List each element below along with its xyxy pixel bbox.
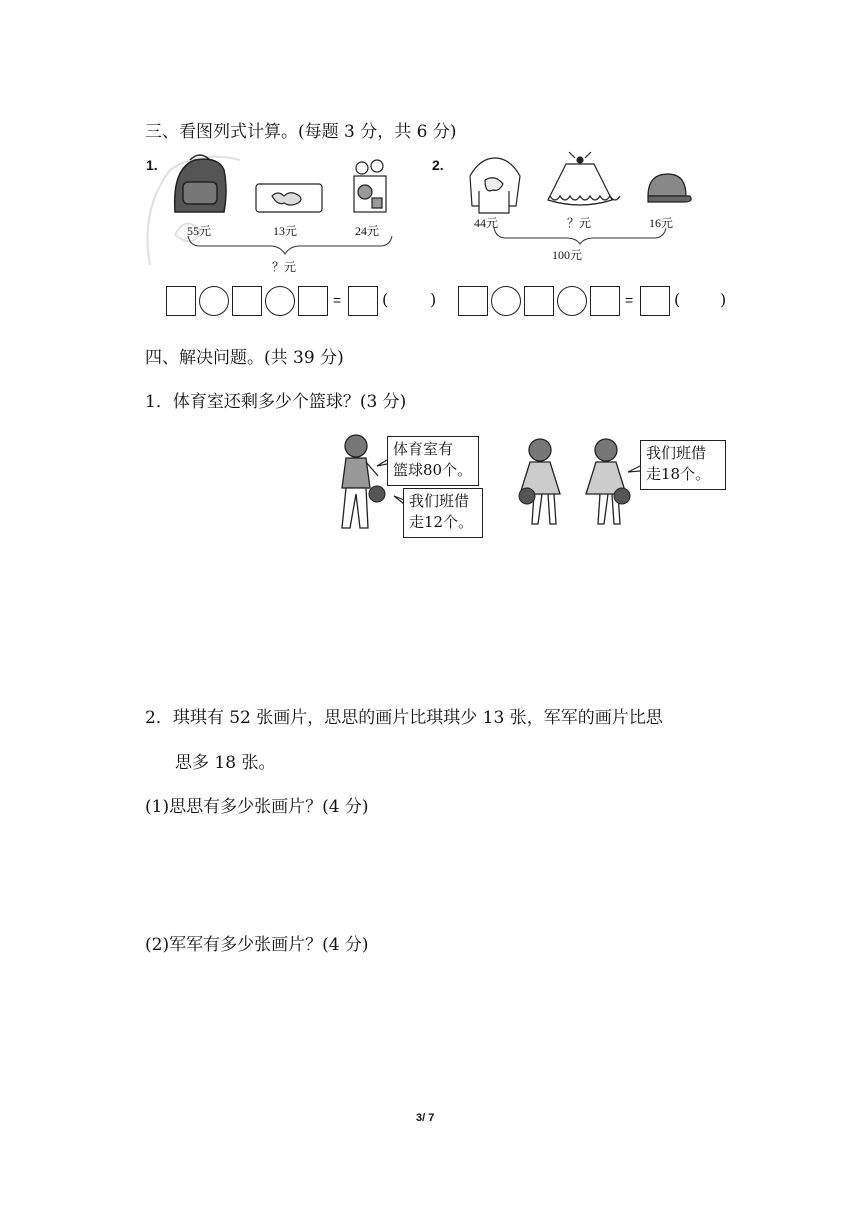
- unit-paren-close: ): [720, 290, 727, 309]
- section4-title: 四、解决问题。(共 39 分): [145, 348, 344, 368]
- total-unknown-1: ？元: [272, 260, 297, 274]
- price-cap: 16元: [649, 216, 674, 230]
- unit-paren-open: (: [382, 290, 389, 309]
- equals-sign: =: [333, 292, 342, 308]
- girl2-figure: [586, 439, 626, 524]
- question2-sub2: (2)军军有多少张画片？(4 分): [145, 935, 369, 955]
- problem2-number: 2.: [432, 157, 444, 173]
- boy-figure: [342, 435, 378, 528]
- problem1-number: 1.: [146, 157, 158, 173]
- girl1-figure: [520, 439, 560, 524]
- basketball-icon: [369, 486, 385, 502]
- question1-text: 1．体育室还剩多少个篮球？(3 分): [145, 392, 407, 412]
- question2-line2: 思多 18 张。: [175, 753, 276, 773]
- price-camera: 24元: [355, 224, 380, 238]
- price-skirt-unknown: ？元: [567, 216, 592, 230]
- speech-bubble-girl1: 我们班借 走12个。: [403, 488, 483, 538]
- section3-title: 三、看图列式计算。(每题 3 分，共 6 分): [145, 122, 457, 142]
- basketball-icon: [614, 488, 630, 504]
- question2-line1: 2．琪琪有 52 张画片，思思的画片比琪琪少 13 张，军军的画片比思: [145, 708, 663, 728]
- price-backpack: 55元: [187, 224, 212, 238]
- price-sweater: 44元: [474, 216, 499, 230]
- question2-sub1: (1)思思有多少张画片？(4 分): [145, 797, 369, 817]
- equals-sign: =: [625, 292, 634, 308]
- page-number: 3/ 7: [416, 1112, 435, 1124]
- price-pencil-case: 13元: [273, 224, 298, 238]
- unit-paren-open: (: [674, 290, 681, 309]
- unit-paren-close: ): [430, 290, 437, 309]
- total-100: 100元: [552, 248, 583, 262]
- speech-bubble-boy: 体育室有 篮球80个。: [387, 436, 479, 486]
- basketball-icon: [519, 488, 535, 504]
- speech-bubble-girl2: 我们班借 走18个。: [640, 440, 726, 490]
